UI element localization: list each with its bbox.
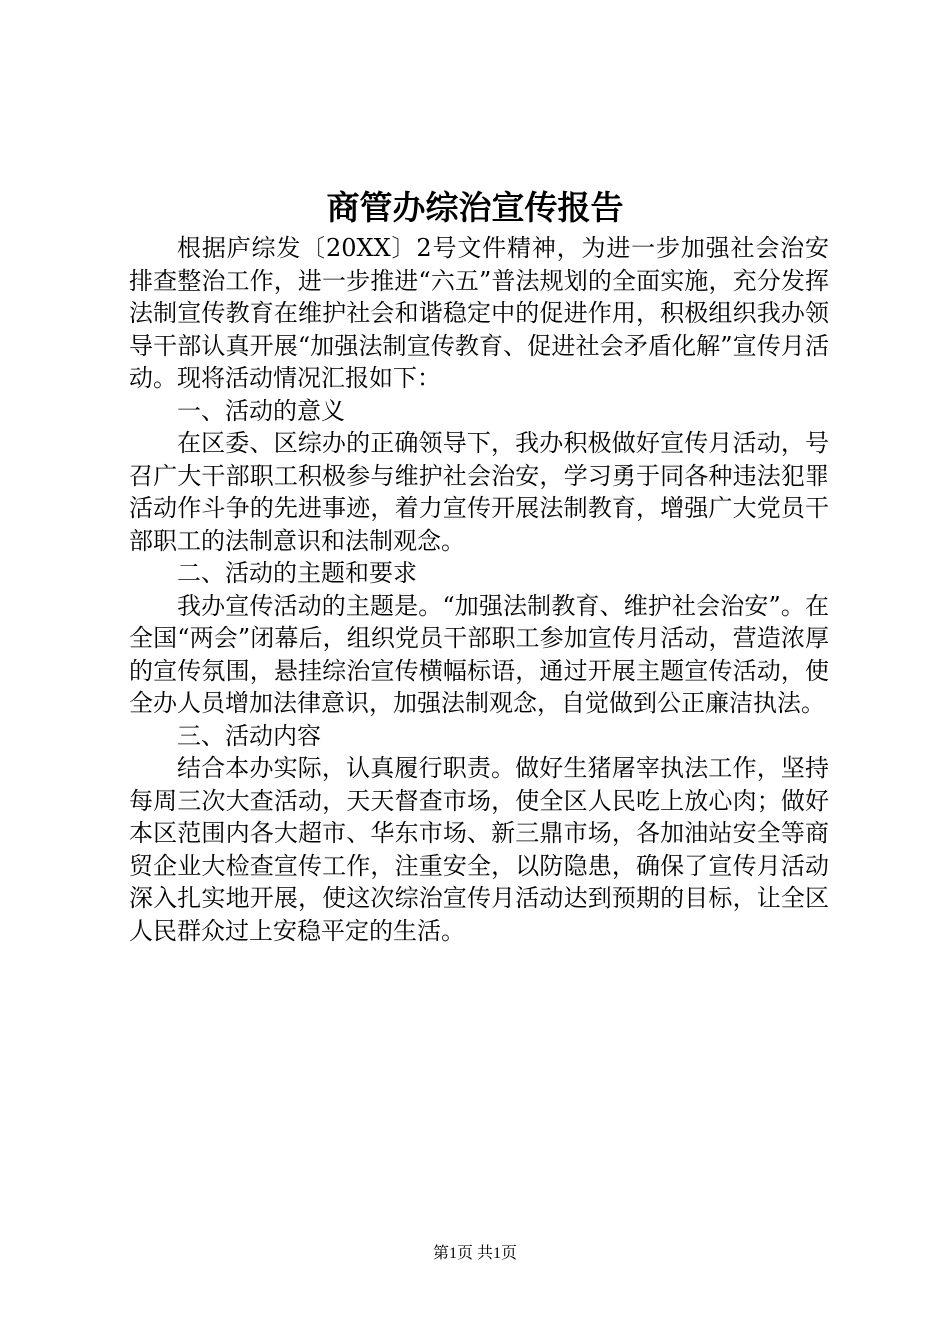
paragraph-content: 结合本办实际，认真履行职责。做好生猪屠宰执法工作，坚持每周三次大查活动，天天督查市场，使全区人民吃上放心肉；做好本区范围内各大超市、华东市场、新三鼎市场，各加油站安全等商贸企业大检查宣传工作，注重安全，以防隐患，确保了宣传月活动深入扎实地开展，使这次综治宣传月活动达到预期的目标，让全区人民群众过上安稳平定的生活。	[129, 754, 829, 945]
section-heading-content: 三、活动内容	[177, 721, 321, 750]
document-body	[129, 232, 829, 947]
section-heading-significance: 一、活动的意义	[177, 396, 345, 425]
paragraph-theme: 我办宣传活动的主题是。“加强法制教育、维护社会治安”。在全国“两会”闭幕后，组织党员干部职工参加宣传月活动，营造浓厚的宣传氛围，悬挂综治宣传横幅标语，通过开展主题宣传活动，使全办人员增加法律意识，加强法制观念，自觉做到公正廉洁执法。	[129, 591, 829, 717]
paragraph-significance: 在区委、区综办的正确领导下，我办积极做好宣传月活动，号召广大干部职工积极参与维护社会治安，学习勇于同各种违法犯罪活动作斗争的先进事迹，着力宣传开展法制教育，增强广大党员干部职工的法制意识和法制观念。	[129, 429, 829, 555]
section-heading-theme: 二、活动的主题和要求	[177, 559, 417, 587]
page-footer: 第1页 共1页	[432, 1245, 517, 1262]
paragraph-intro: 根据庐综发〔20XX〕2号文件精神，为进一步加强社会治安排查整治工作，进一步推进“六五”普法规划的全面实施，充分发挥法制宣传教育在维护社会和谐稳定中的促进作用，积极组织我办领导干部认真开展“加强法制宣传教育、促进社会矛盾化解”宣传月活动。现将活动情况汇报如下：	[129, 234, 829, 392]
page-title: 商管办综治宣传报告	[326, 188, 624, 227]
